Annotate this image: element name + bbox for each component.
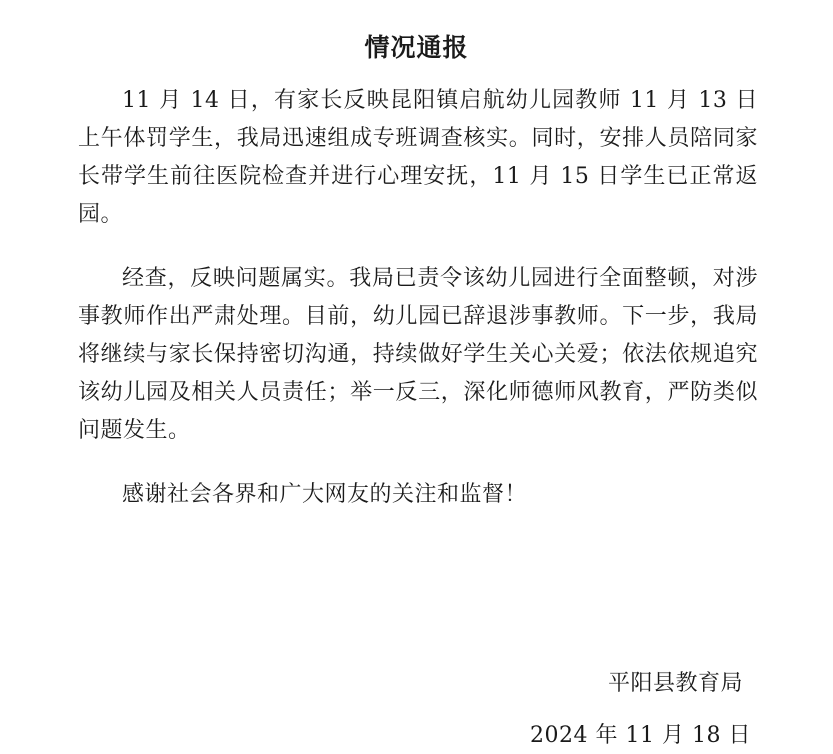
paragraph-findings: 经查，反映问题属实。我局已责令该幼儿园进行全面整顿，对涉事教师作出严肃处理。目前，幼儿园已辞退涉事教师。下一步，我局将继续与家长保持密切沟通，持续做好学生关心关爱；依法依规追究该幼儿园及相关人员责任；举一反三，深化师德师风教育，严防类似问题发生。 [78, 266, 758, 443]
issue-date: 2024 年 11 月 18 日 [530, 723, 751, 748]
document-title: 情况通报 [364, 33, 469, 62]
document-body [78, 82, 758, 514]
paragraph-incident: 11 月 14 日，有家长反映昆阳镇启航幼儿园教师 11 月 13 日上午体罚学生，我局迅速组成专班调查核实。同时，安排人员陪同家长带学生前往医院检查并进行心理安抚，11 月 15 日学生已正常返园。 [78, 88, 758, 227]
issuer-signature: 平阳县教育局 [607, 671, 743, 696]
paragraph-thanks: 感谢社会各界和广大网友的关注和监督！ [122, 482, 528, 507]
